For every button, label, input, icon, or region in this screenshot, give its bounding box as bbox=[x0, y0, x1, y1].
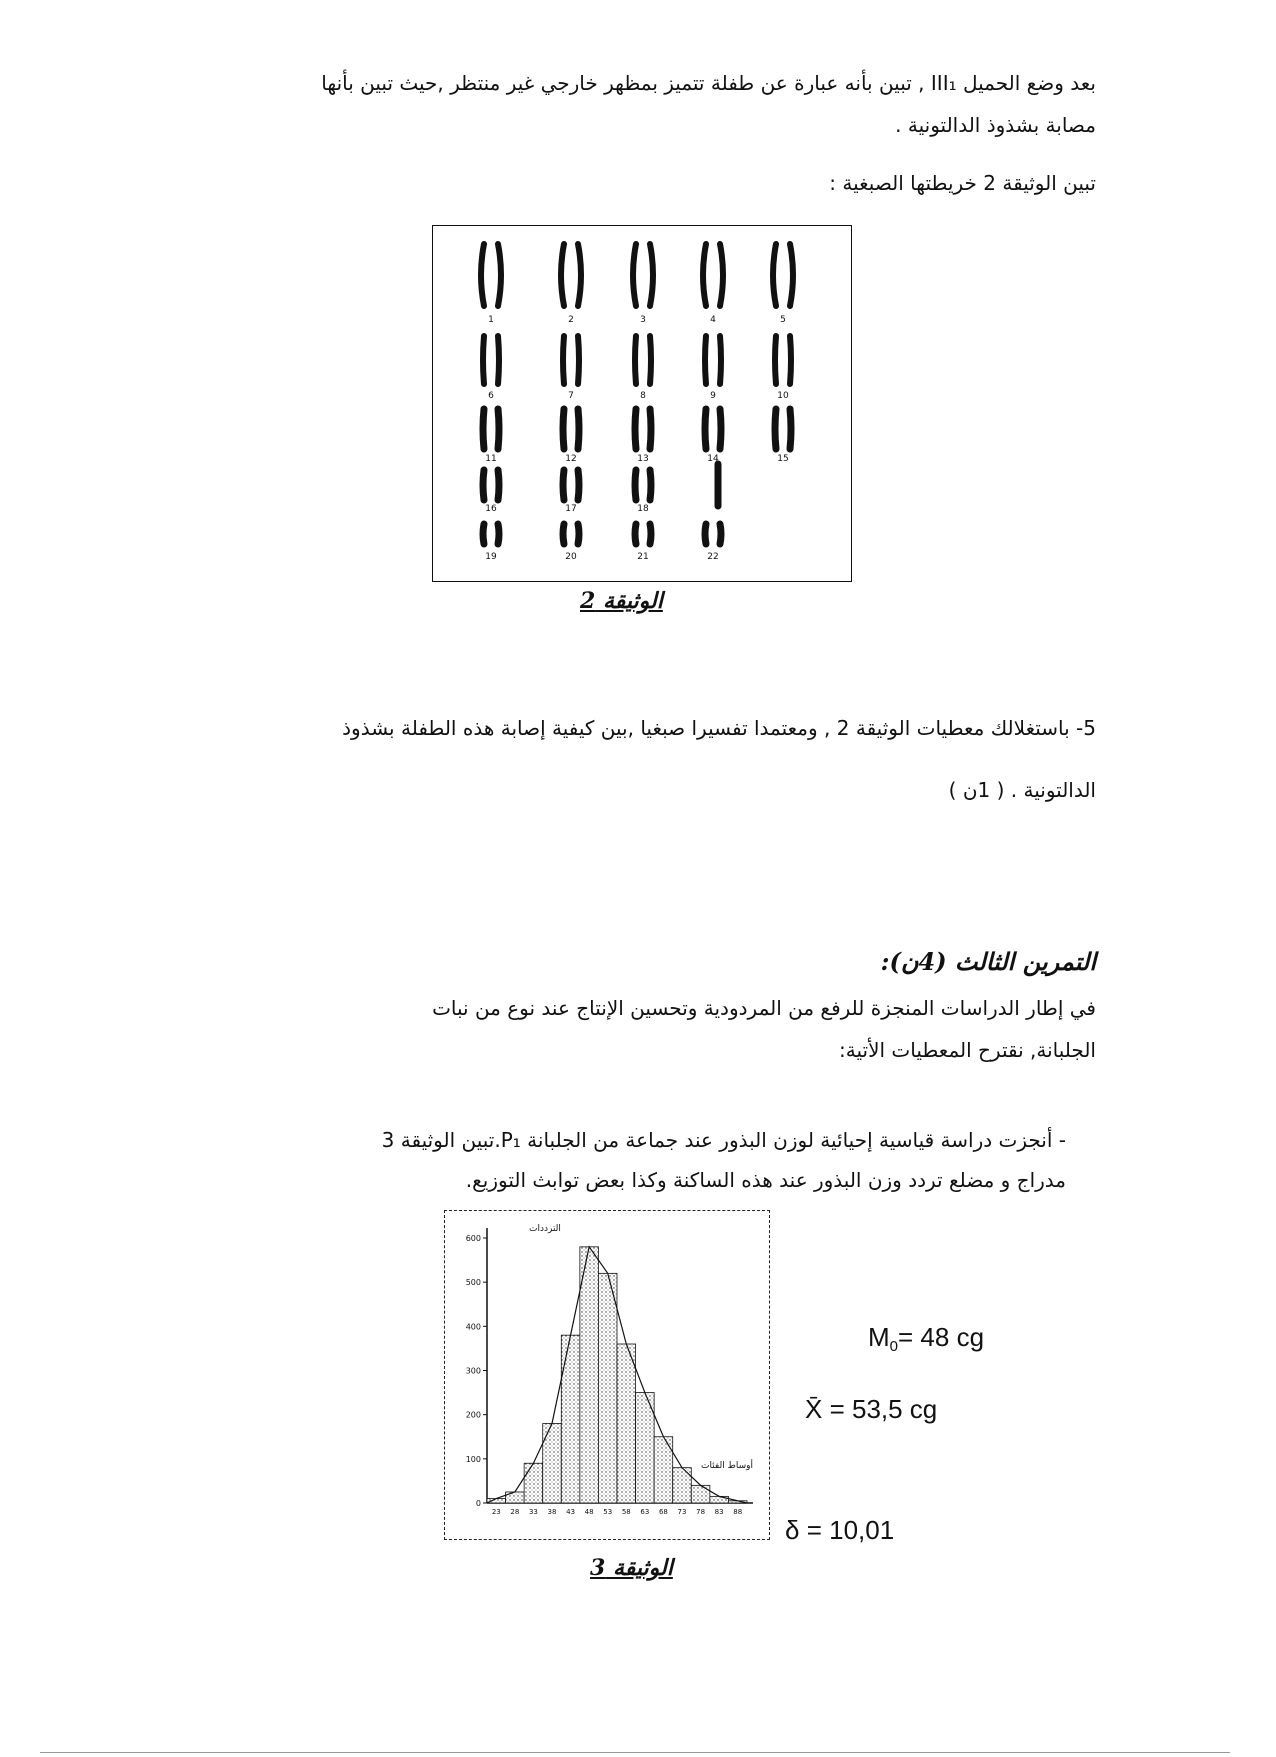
question5-line-2: الدالتونية . ( 1ن ) bbox=[948, 778, 1096, 802]
x-tick-label: 68 bbox=[658, 1508, 668, 1516]
question5-line-1: 5- باستغلالك معطيات الوثيقة 2 , ومعتمدا تفسيرا صبغيا ,بين كيفية إصابة هذه الطفلة بشذوذ bbox=[342, 716, 1096, 740]
chromosome bbox=[705, 409, 706, 449]
chromosome-pair bbox=[635, 524, 651, 544]
chromosome bbox=[650, 244, 653, 306]
chromosome bbox=[635, 524, 636, 544]
chromosome bbox=[720, 244, 723, 306]
chromosome bbox=[483, 409, 484, 449]
chromosome-number: 22 bbox=[707, 552, 719, 562]
histogram-bar bbox=[598, 1273, 617, 1503]
chromosome bbox=[635, 470, 636, 500]
chromosome-pair bbox=[705, 524, 721, 544]
x-tick-label: 33 bbox=[528, 1508, 538, 1516]
chromosome bbox=[650, 524, 651, 544]
chromosome bbox=[775, 336, 776, 384]
chromosome bbox=[720, 409, 721, 449]
x-tick-label: 83 bbox=[714, 1508, 724, 1516]
chromosome bbox=[578, 524, 579, 544]
chromosome bbox=[481, 244, 484, 306]
chromosome bbox=[703, 244, 706, 306]
chromosome bbox=[578, 336, 579, 384]
x-tick-label: 23 bbox=[491, 1508, 501, 1516]
chromosome bbox=[563, 336, 564, 384]
chromosome-number: 21 bbox=[637, 552, 649, 562]
histogram-bar bbox=[673, 1468, 692, 1503]
chromosome-number: 4 bbox=[710, 315, 716, 325]
x-tick-label: 58 bbox=[621, 1508, 631, 1516]
chromosome bbox=[563, 470, 564, 500]
sd-stat bbox=[785, 1515, 894, 1546]
chromosome bbox=[720, 524, 721, 544]
chromosome-number: 5 bbox=[780, 315, 786, 325]
exercise3-task-1: - أنجزت دراسة قياسية إحيائية لوزن البذور عند جماعة من الجلبانة P₁.تبين الوثيقة 3 bbox=[381, 1128, 1066, 1152]
chromosome-pair bbox=[705, 409, 721, 449]
chromosome-number: 8 bbox=[640, 391, 646, 401]
chromosome bbox=[498, 470, 499, 500]
y-tick-label: 500 bbox=[465, 1278, 481, 1288]
chromosome-number: 15 bbox=[777, 454, 789, 464]
x-tick-label: 38 bbox=[547, 1508, 557, 1516]
chromosome bbox=[483, 336, 484, 384]
chromosome-number: 19 bbox=[485, 552, 497, 562]
chromosome-pair bbox=[635, 470, 651, 500]
chromosome bbox=[561, 244, 564, 306]
chromosome-pair bbox=[483, 336, 499, 384]
chromosome-number: 17 bbox=[565, 504, 577, 514]
chromosome-number: 2 bbox=[568, 315, 574, 325]
chromosome-number: 18 bbox=[637, 504, 649, 514]
mean-stat bbox=[805, 1394, 937, 1425]
x-tick-label: 88 bbox=[733, 1508, 743, 1516]
chromosome-number: 3 bbox=[640, 315, 646, 325]
exercise3-line-2: الجلبانة, نقترح المعطيات الأتية: bbox=[839, 1038, 1096, 1062]
x-tick-label: 78 bbox=[696, 1508, 706, 1516]
chromosome bbox=[790, 336, 791, 384]
chromosome-number: 7 bbox=[568, 391, 574, 401]
chromosome bbox=[790, 409, 791, 449]
x-tick-label: 53 bbox=[603, 1508, 613, 1516]
chromosome bbox=[498, 409, 499, 449]
exercise3-line-1: في إطار الدراسات المنجزة للرفع من المردودية وتحسين الإنتاج عند نوع من نبات bbox=[432, 996, 1096, 1020]
intro-line-3: تبين الوثيقة 2 خريطتها الصبغية : bbox=[829, 171, 1096, 195]
chromosome-pair bbox=[483, 470, 499, 500]
chromosome bbox=[790, 244, 793, 306]
chromosome-pair bbox=[635, 336, 651, 384]
chromosome bbox=[773, 244, 776, 306]
x-tick-label: 43 bbox=[566, 1508, 576, 1516]
chromosome-number: 6 bbox=[488, 391, 494, 401]
intro-line-2: مصابة بشذوذ الدالتونية . bbox=[895, 113, 1096, 137]
chromosome-pair bbox=[775, 336, 791, 384]
y-tick-label: 200 bbox=[465, 1410, 481, 1420]
chromosome-pair bbox=[481, 244, 501, 306]
exercise3-title: التمرين الثالث (4ن): bbox=[880, 947, 1096, 976]
chromosome-pair bbox=[563, 524, 579, 544]
chromosome bbox=[635, 409, 636, 449]
chromosome-pair bbox=[635, 409, 651, 449]
exercise3-task-2: مدراج و مضلع تردد وزن البذور عند هذه الساكنة وكذا بعض توابث التوزيع. bbox=[465, 1168, 1066, 1192]
y-axis-label: الترددات bbox=[529, 1224, 561, 1234]
bottom-rule bbox=[40, 1752, 1230, 1753]
chromosome bbox=[650, 336, 651, 384]
chromosome bbox=[705, 336, 706, 384]
chromosome-pair bbox=[483, 409, 499, 449]
chromosome-number: 1 bbox=[488, 315, 494, 325]
histogram-bar bbox=[561, 1335, 580, 1503]
mode-subscript: 0 bbox=[889, 1338, 899, 1355]
chromosome-number: 11 bbox=[485, 454, 497, 464]
y-tick-label: 300 bbox=[465, 1366, 481, 1376]
histogram-bar bbox=[543, 1424, 562, 1504]
chromosome-number: 20 bbox=[565, 552, 577, 562]
chromosome-number: 10 bbox=[777, 391, 789, 401]
y-tick-label: 0 bbox=[475, 1499, 481, 1508]
intro-line-1: بعد وضع الحميل III₁ , تبين بأنه عبارة عن طفلة تتميز بمظهر خارجي غير منتظر ,حيث تبين بأنها bbox=[321, 71, 1096, 95]
chromosome-number: 13 bbox=[637, 454, 649, 464]
mean-value: 53,5 cg bbox=[851, 1394, 938, 1424]
karyotype-figure bbox=[433, 226, 851, 581]
histogram-bar bbox=[524, 1463, 543, 1503]
chromosome bbox=[720, 336, 721, 384]
chromosome-pair bbox=[705, 336, 721, 384]
x-tick-label: 48 bbox=[584, 1508, 594, 1516]
chromosome-pair bbox=[703, 244, 723, 306]
histogram-bar bbox=[617, 1344, 636, 1503]
chromosome bbox=[578, 409, 579, 449]
chromosome bbox=[578, 470, 579, 500]
histogram-caption: الوثيقة 3 bbox=[590, 1555, 673, 1581]
chromosome-pair bbox=[775, 409, 791, 449]
chromosome bbox=[498, 244, 501, 306]
chromosome bbox=[775, 409, 776, 449]
chromosome-number: 9 bbox=[710, 391, 716, 401]
y-tick-label: 100 bbox=[465, 1454, 481, 1464]
chromosome bbox=[498, 336, 499, 384]
chromosome-number: 12 bbox=[565, 454, 577, 464]
sd-label: δ = bbox=[785, 1515, 822, 1545]
mode-stat bbox=[868, 1322, 984, 1355]
chromosome-pair bbox=[561, 244, 581, 306]
chromosome-number: 16 bbox=[485, 504, 497, 514]
y-tick-label: 400 bbox=[465, 1322, 481, 1332]
x-tick-label: 63 bbox=[640, 1508, 650, 1516]
chromosome-pair bbox=[633, 244, 653, 306]
chromosome bbox=[578, 244, 581, 306]
chromosome-pair bbox=[773, 244, 793, 306]
chromosome-pair bbox=[563, 336, 579, 384]
mode-value: = 48 cg bbox=[898, 1322, 985, 1352]
chromosome bbox=[563, 524, 564, 544]
histogram-bar bbox=[580, 1247, 599, 1503]
x-axis-label: أوساط الفئات bbox=[700, 1461, 754, 1471]
chromosome bbox=[705, 524, 706, 544]
chromosome-number: 14 bbox=[707, 454, 719, 464]
chromosome bbox=[650, 409, 651, 449]
mode-label: M bbox=[868, 1322, 890, 1352]
histogram-frame bbox=[444, 1210, 770, 1540]
y-tick-label: 600 bbox=[465, 1234, 481, 1243]
x-tick-label: 28 bbox=[510, 1508, 520, 1516]
chromosome bbox=[498, 524, 499, 544]
x-tick-label: 73 bbox=[677, 1508, 687, 1516]
chromosome bbox=[563, 409, 564, 449]
chromosome bbox=[650, 470, 651, 500]
mean-label: X̄ = bbox=[805, 1394, 845, 1424]
chromosome-pair bbox=[563, 470, 579, 500]
karyotype-frame bbox=[432, 225, 852, 582]
chromosome-pair bbox=[483, 524, 499, 544]
histogram-chart bbox=[445, 1211, 769, 1539]
karyotype-caption: الوثيقة 2 bbox=[580, 588, 663, 614]
histogram-bar bbox=[691, 1485, 710, 1503]
chromosome-pair bbox=[563, 409, 579, 449]
chromosome bbox=[633, 244, 636, 306]
chromosome bbox=[483, 524, 484, 544]
chromosome bbox=[483, 470, 484, 500]
sd-value: 10,01 bbox=[829, 1515, 895, 1545]
histogram-bar bbox=[506, 1492, 525, 1503]
chromosome bbox=[635, 336, 636, 384]
